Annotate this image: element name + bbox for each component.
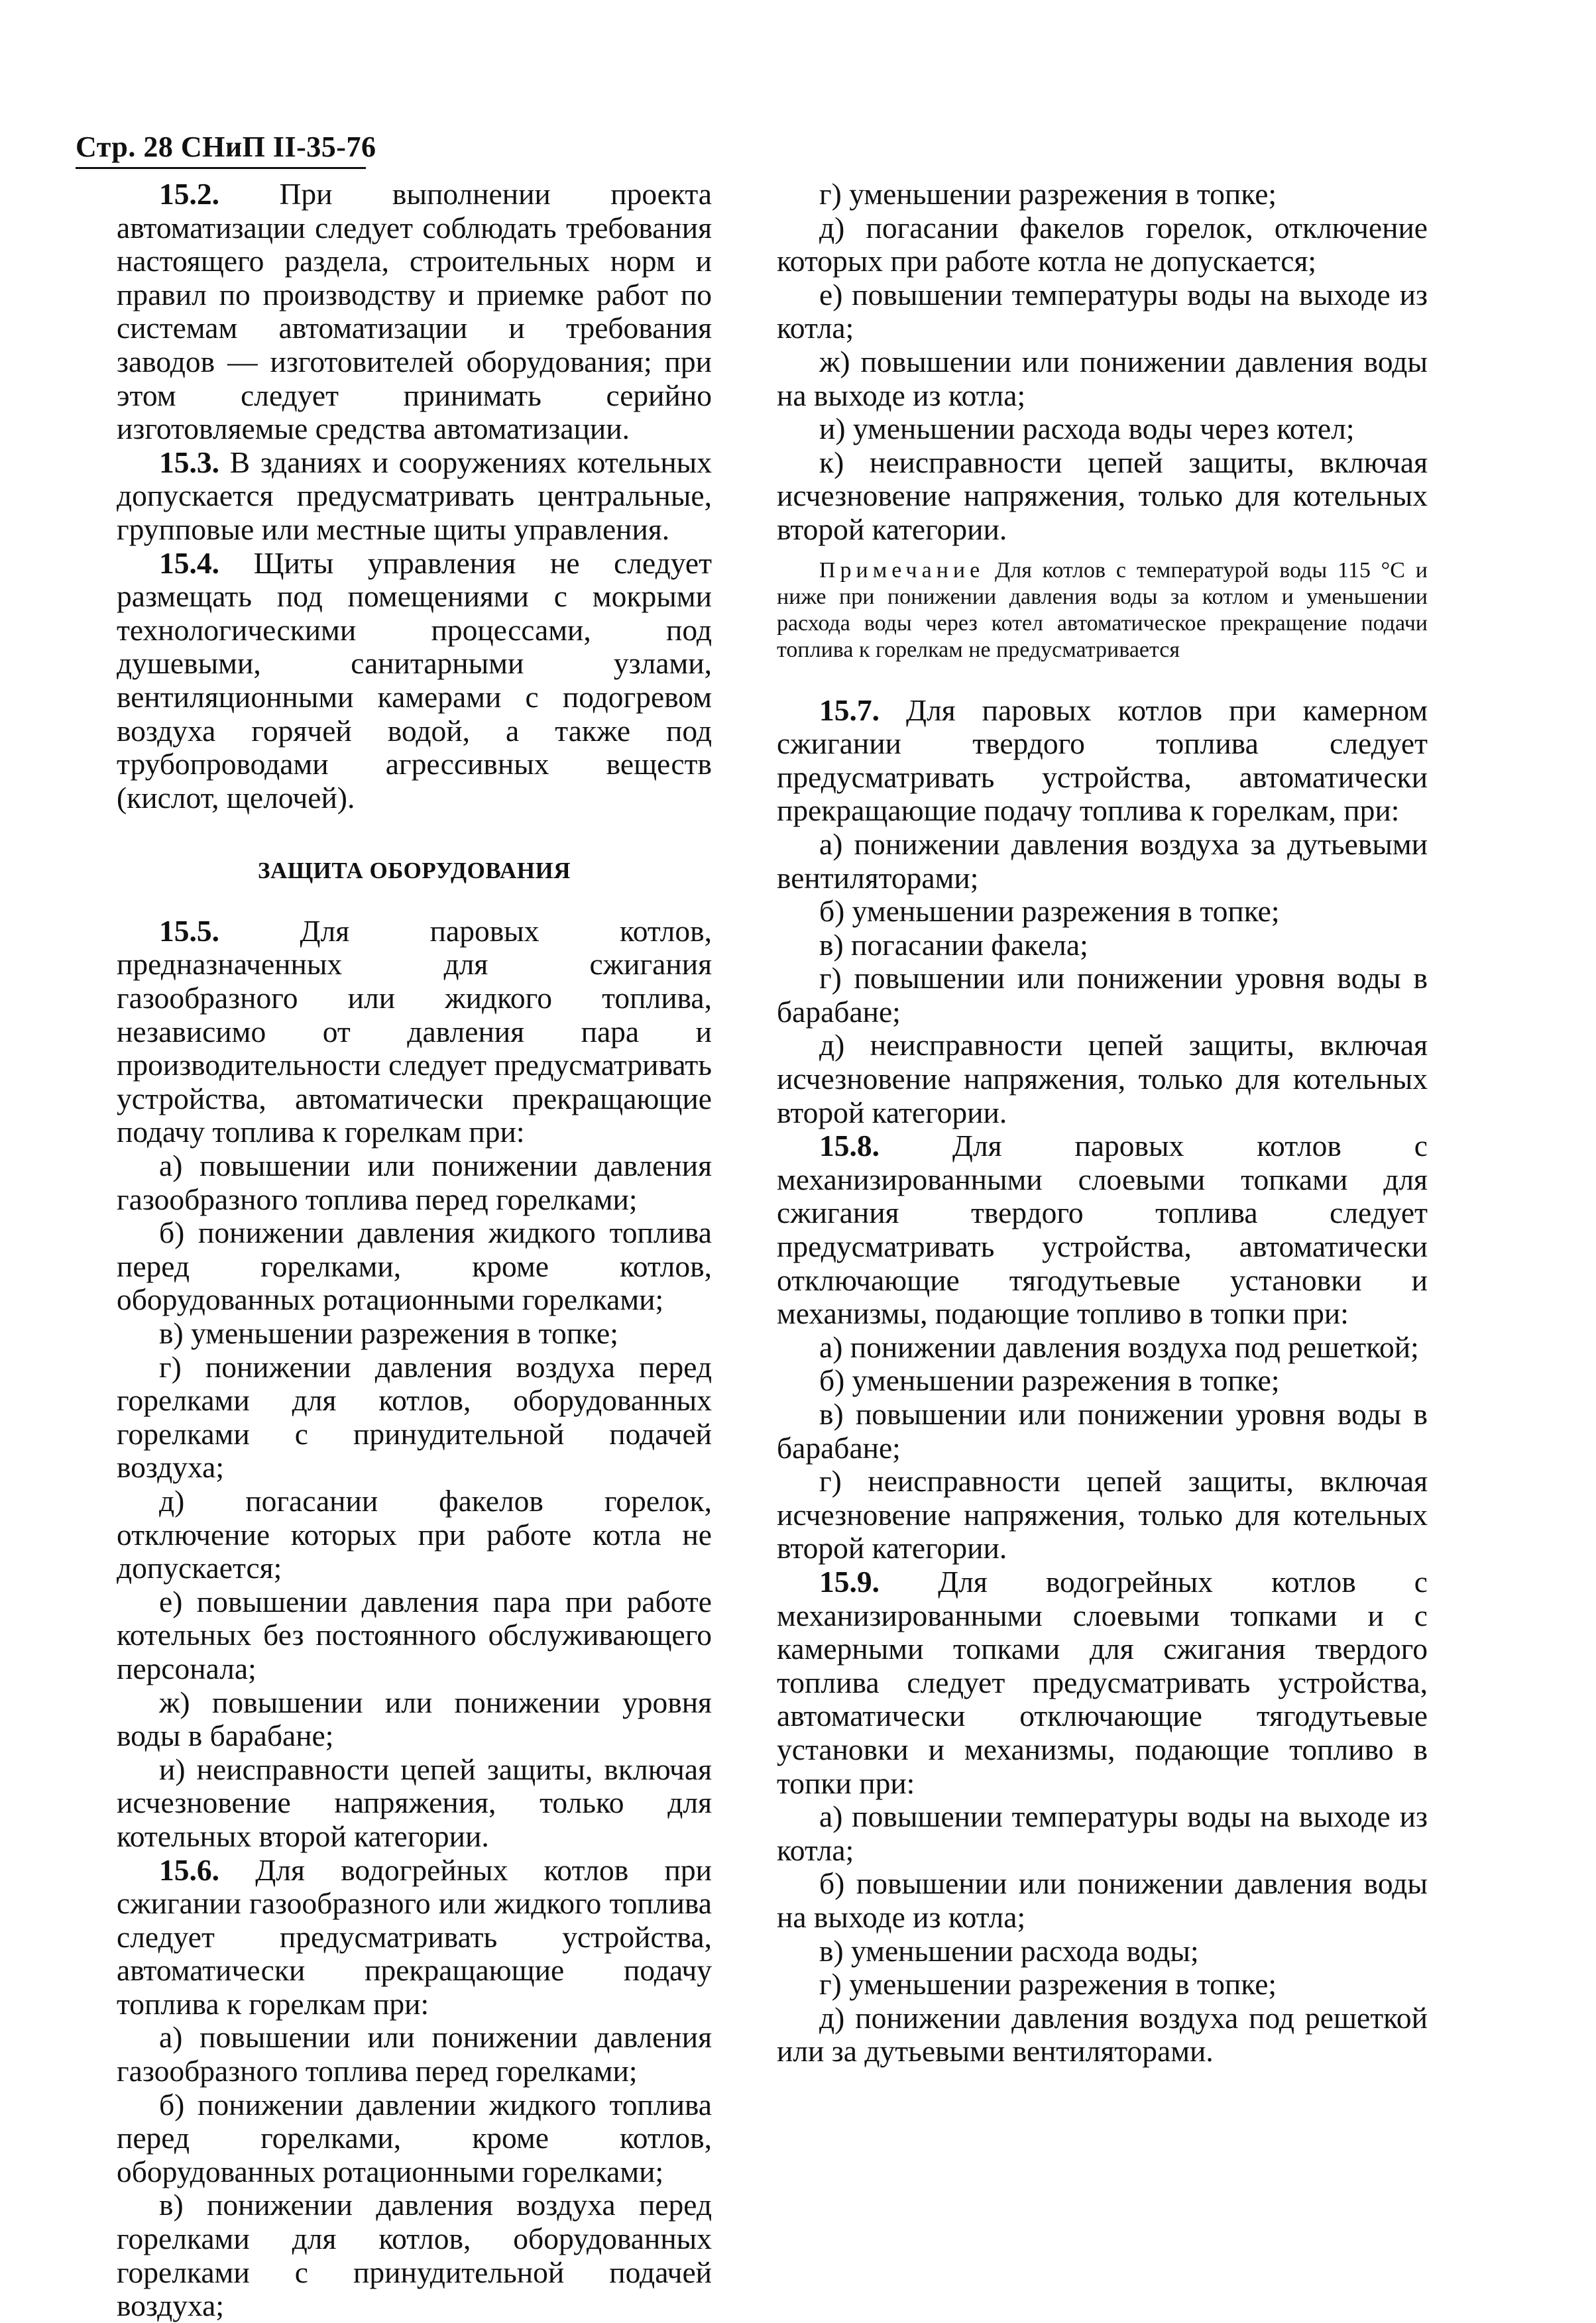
running-head: Стр. 28 СНиП II-35-76 bbox=[76, 131, 376, 163]
paragraph-15-6 bbox=[117, 1854, 712, 2021]
left-column bbox=[117, 178, 712, 2323]
list-item: б) понижении давлении жидкого топлива перед горелками, кроме котлов, оборудованных ротационными горелками; bbox=[117, 2087, 712, 2188]
paragraph-15-7 bbox=[777, 694, 1428, 828]
list-item: в) уменьшении разрежения в топке; bbox=[159, 1316, 618, 1350]
clause-number: 15.8. bbox=[819, 1129, 880, 1163]
list-item: а) понижении давления воздуха под решеткой; bbox=[819, 1330, 1419, 1364]
list-item: г) уменьшении разрежения в топке; bbox=[819, 1967, 1277, 2002]
list-item: в) понижении давления воздуха перед горелками для котлов, оборудованных горелками с принудительной подачей воздуха; bbox=[117, 2188, 712, 2323]
list-item: а) повышении или понижении давления газообразного топлива перед горелками; bbox=[117, 1149, 712, 1216]
list-item: е) повышении температуры воды на выходе из котла; bbox=[777, 277, 1428, 345]
list-item: б) уменьшении разрежения в топке; bbox=[819, 894, 1280, 929]
paragraph-15-3 bbox=[117, 446, 712, 547]
clause-text: Для водогрейных котлов при сжигании газообразного или жидкого топлива следует предусматривать устройства, автоматически прекращающие подачу топлива к горелкам при: bbox=[117, 1852, 712, 2021]
clause-text: Для паровых котлов с механизированными слоевыми топками для сжигания твердого топлива следует предусматривать устройства, автоматически отключающие тягодутьевые установки и механизмы, подающие топливо в топки при: bbox=[777, 1129, 1428, 1331]
clause-text: Щиты управления не следует размещать под помещениями с мокрыми технологическими процессами, под душевыми, санитарными узлами, вентиляционными камерами с подогревом воздуха горячей водой, а также под трубопроводами агрессивных веществ (кислот, щелочей). bbox=[117, 545, 712, 815]
clause-number: 15.4. bbox=[159, 545, 219, 580]
clause-text: Для паровых котлов при камерном сжигании твердого топлива следует предусматривать устройства, автоматически прекращающие подачу топлива к горелкам, при: bbox=[777, 693, 1428, 828]
clause-number: 15.2. bbox=[159, 177, 219, 211]
list-item: д) погасании факелов горелок, отключение которых при работе котла не допускается; bbox=[117, 1483, 712, 1585]
list-item: ж) повышении или понижении уровня воды в барабане; bbox=[117, 1685, 712, 1753]
paragraph-15-2 bbox=[117, 178, 712, 446]
list-item: б) понижении давления жидкого топлива перед горелками, кроме котлов, оборудованных ротационными горелками; bbox=[117, 1216, 712, 1317]
list-item: г) неисправности цепей защиты, включая исчезновение напряжения, только для котельных второй категории. bbox=[777, 1464, 1428, 1565]
list-item: е) повышении давления пара при работе котельных без постоянного обслуживающего персонала; bbox=[117, 1584, 712, 1685]
paragraph-15-8 bbox=[777, 1129, 1428, 1331]
note-text: Для котлов с температурой воды 115 °С и ниже при понижении давления воды за котлом и уменьшении расхода воды через котел автоматическое прекращение подачи топлива к горелкам не предусматривается bbox=[777, 557, 1428, 662]
clause-text: В зданиях и сооружениях котельных допускается предусматривать центральные, групповые или местные щиты управления. bbox=[117, 445, 712, 546]
list-item: ж) повышении или понижении давления воды на выходе из котла; bbox=[777, 344, 1428, 412]
section-heading: ЗАЩИТА ОБОРУДОВАНИЯ bbox=[258, 858, 571, 884]
list-item: б) уменьшении разрежения в топке; bbox=[819, 1363, 1280, 1398]
clause-text: При выполнении проекта автоматизации следует соблюдать требования настоящего раздела, строительных норм и правил по производству и приемке работ по системам автоматизации и требования заводов — изготовителей оборудования; при этом следует принимать серийно изготовляемые средства автоматизации. bbox=[117, 177, 712, 446]
list-item: а) повышении температуры воды на выходе из котла; bbox=[777, 1799, 1428, 1867]
list-item: в) погасании факела; bbox=[819, 927, 1088, 962]
list-item: в) уменьшении расхода воды; bbox=[819, 1933, 1199, 1968]
running-head-rule bbox=[76, 167, 366, 169]
clause-number: 15.7. bbox=[819, 693, 880, 727]
list-item: к) неисправности цепей защиты, включая исчезновение напряжения, только для котельных второй категории. bbox=[777, 445, 1428, 546]
list-item: и) уменьшении расхода воды через котел; bbox=[819, 412, 1355, 446]
clause-number: 15.9. bbox=[819, 1564, 880, 1599]
list-item: в) повышении или понижении уровня воды в барабане; bbox=[777, 1397, 1428, 1465]
clause-number: 15.6. bbox=[159, 1852, 219, 1887]
paragraph-15-4 bbox=[117, 547, 712, 815]
clause-text: Для водогрейных котлов с механизированными слоевыми топками и с камерными топками для сжигания твердого топлива следует предусматривать устройства, автоматически отключающие тягодутьевые установки и механизмы, подающие топливо в топки при: bbox=[777, 1564, 1428, 1800]
list-item: г) повышении или понижении уровня воды в барабане; bbox=[777, 961, 1428, 1029]
list-item: а) понижении давления воздуха за дутьевыми вентиляторами; bbox=[777, 826, 1428, 895]
list-item: д) погасании факелов горелок, отключение которых при работе котла не допускается; bbox=[777, 210, 1428, 278]
clause-number: 15.3. bbox=[159, 445, 219, 479]
list-item: и) неисправности цепей защиты, включая исчезновение напряжения, только для котельных второй категории. bbox=[117, 1752, 712, 1853]
clause-text: Для паровых котлов, предназначенных для сжигания газообразного или жидкого топлива, независимо от давления пара и производительности следует предусматривать устройства, автоматически прекращающие подачу топлива к горелкам при: bbox=[117, 913, 712, 1149]
right-column bbox=[777, 178, 1428, 2068]
list-item: б) повышении или понижении давления воды на выходе из котла; bbox=[777, 1866, 1428, 1934]
list-item: д) неисправности цепей защиты, включая исчезновение напряжения, только для котельных второй категории. bbox=[777, 1028, 1428, 1129]
list-item: г) понижении давления воздуха перед горелками для котлов, оборудованных горелками с принудительной подачей воздуха; bbox=[117, 1349, 712, 1485]
clause-number: 15.5. bbox=[159, 913, 219, 948]
paragraph-15-5 bbox=[117, 915, 712, 1149]
list-item: г) уменьшении разрежения в топке; bbox=[819, 177, 1277, 211]
note bbox=[777, 557, 1428, 663]
paragraph-15-9 bbox=[777, 1565, 1428, 1800]
list-item: д) понижении давления воздуха под решеткой или за дутьевыми вентиляторами. bbox=[777, 2000, 1428, 2068]
note-label: Примечание bbox=[819, 557, 985, 583]
list-item: а) повышении или понижении давления газообразного топлива перед горелками; bbox=[117, 2020, 712, 2088]
